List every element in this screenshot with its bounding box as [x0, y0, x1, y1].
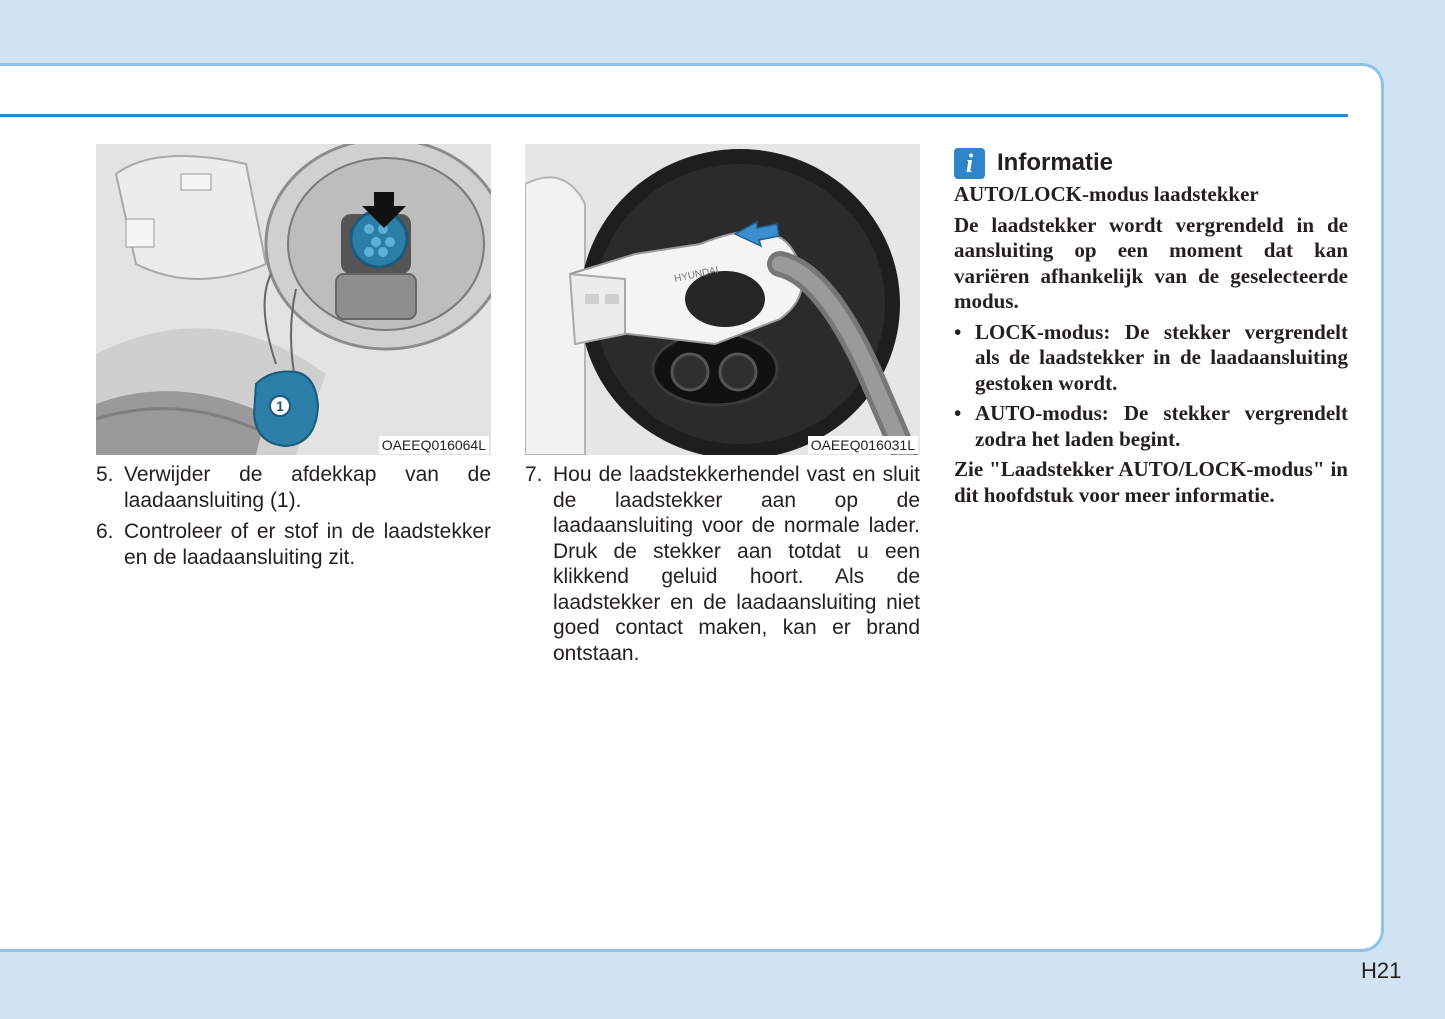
step-5 [96, 462, 491, 513]
info-footer: Zie "Laadstekker AUTO/LOCK-modus" in dit hoofdstuk voor meer informatie. [954, 457, 1348, 507]
info-bullet-auto [954, 401, 1348, 452]
step-number: 5. [96, 463, 114, 486]
information-box [954, 146, 1348, 513]
step-number: 6. [96, 520, 114, 543]
step-text: Verwijder de afdekkap van de laadaansluiting (1). [124, 463, 491, 512]
header-rule [0, 114, 1348, 117]
callout-1-label: 1 [276, 398, 284, 414]
page-number: H21 [1361, 958, 1402, 983]
bullet-dot: • [954, 401, 962, 425]
step-text: Hou de laadstekkerhendel vast en sluit de laadstekker aan op de laadaansluiting voor de normale lader. Druk de stekker aan totdat u een klikkend geluid hoort. Als de laadstekker en de laadaansluiting niet goed contact maken, kan er brand ontstaan. [553, 463, 920, 665]
info-title: Informatie [997, 149, 1114, 177]
step-7 [525, 462, 920, 666]
plug-brand-label: HYUNDAI [673, 264, 720, 285]
info-bullet-lock [954, 320, 1348, 397]
step-text: Controleer of er stof in de laadstekker en de laadaansluiting zit. [124, 520, 491, 569]
charging-port-illustration [96, 144, 491, 455]
figure-charging-port-cap [96, 144, 491, 455]
bullet-text: LOCK-modus: De stekker vergrendelt als de laadstekker in de laadaansluiting gestoken wordt. [975, 319, 1348, 395]
info-subtitle: AUTO/LOCK-modus laadstekker [954, 182, 1259, 206]
bullet-text: AUTO-modus: De stekker vergrendelt zodra het laden begint. [975, 401, 1348, 451]
figure-caption: OAEEQ016031L [808, 436, 918, 454]
plug-connected-illustration [525, 144, 920, 455]
left-steps [96, 462, 491, 576]
info-header [954, 146, 1348, 180]
info-intro: De laadstekker wordt vergrendeld in de aansluiting op een moment dat kan variëren afhankelijk van de geselecteerde modus. [954, 212, 1348, 313]
step-number: 7. [525, 463, 543, 486]
info-icon: i [954, 148, 985, 179]
figure-plug-connected [525, 144, 920, 455]
step-6 [96, 519, 491, 570]
figure-caption: OAEEQ016064L [379, 436, 489, 454]
bullet-dot: • [954, 319, 962, 344]
middle-steps [525, 462, 920, 672]
